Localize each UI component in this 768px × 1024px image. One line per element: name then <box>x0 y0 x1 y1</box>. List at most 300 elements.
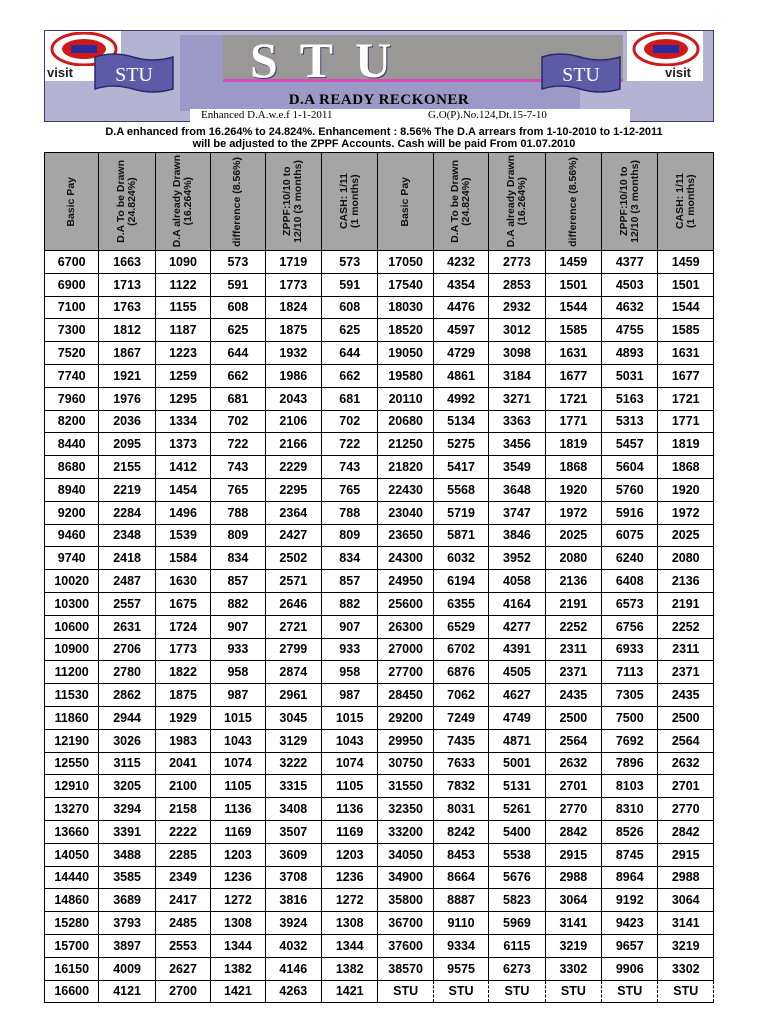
table-cell: 1663 <box>99 251 155 274</box>
table-row <box>45 889 714 912</box>
table-cell: 17540 <box>378 273 433 296</box>
table-cell: 7300 <box>45 319 99 342</box>
table-cell: 2706 <box>99 638 155 661</box>
table-cell: 2842 <box>658 820 714 843</box>
table-row <box>45 251 714 274</box>
table-row <box>45 706 714 729</box>
table-cell: 1713 <box>99 273 155 296</box>
table-cell: 1986 <box>265 364 321 387</box>
table-cell: 1272 <box>322 889 378 912</box>
table-cell: 625 <box>211 319 265 342</box>
header-banner <box>44 30 714 122</box>
table-cell: 1920 <box>545 478 601 501</box>
table-row <box>45 364 714 387</box>
table-cell: 9575 <box>433 957 488 980</box>
table-cell: 644 <box>322 342 378 365</box>
table-cell: 4992 <box>433 387 488 410</box>
table-cell: 7960 <box>45 387 99 410</box>
table-cell: 3363 <box>489 410 545 433</box>
table-cell: 2166 <box>265 433 321 456</box>
logo-right <box>627 31 703 81</box>
table-cell: 8887 <box>433 889 488 912</box>
table-cell: 1344 <box>211 934 265 957</box>
table-cell: 14860 <box>45 889 99 912</box>
column-header-label: D.A already Drawn (16.264%) <box>171 155 195 248</box>
table-cell: 2080 <box>658 547 714 570</box>
table-cell: 2988 <box>545 866 601 889</box>
table-cell: 10300 <box>45 592 99 615</box>
table-cell: 4861 <box>433 364 488 387</box>
table-cell: 809 <box>322 524 378 547</box>
table-cell: 2252 <box>545 615 601 638</box>
go-text: G.O(P).No.124,Dt.15-7-10 <box>428 109 547 121</box>
table-cell: 19050 <box>378 342 433 365</box>
table-cell: 3098 <box>489 342 545 365</box>
table-cell: 8453 <box>433 843 488 866</box>
table-cell: 28450 <box>378 684 433 707</box>
table-cell: 4729 <box>433 342 488 365</box>
table-cell: 3952 <box>489 547 545 570</box>
table-cell: 2311 <box>545 638 601 661</box>
table-row <box>45 615 714 638</box>
table-cell: 16600 <box>45 980 99 1003</box>
table-cell: 5131 <box>489 775 545 798</box>
table-row <box>45 934 714 957</box>
table-row <box>45 273 714 296</box>
table-cell: 2632 <box>658 752 714 775</box>
table-cell: 23040 <box>378 501 433 524</box>
table-cell: 4354 <box>433 273 488 296</box>
table-cell: 3115 <box>99 752 155 775</box>
table-cell: 1677 <box>545 364 601 387</box>
table-cell: 788 <box>322 501 378 524</box>
column-header <box>45 153 99 251</box>
table-cell: 743 <box>322 456 378 479</box>
table-cell: 2557 <box>99 592 155 615</box>
table-cell: 2915 <box>658 843 714 866</box>
table-cell: 34900 <box>378 866 433 889</box>
table-cell: 591 <box>211 273 265 296</box>
table-cell: 1631 <box>658 342 714 365</box>
table-cell: 7435 <box>433 729 488 752</box>
table-cell: 5916 <box>602 501 658 524</box>
table-cell: 1259 <box>155 364 210 387</box>
enhanced-text: Enhanced D.A.w.e.f 1-1-2011 <box>201 109 333 121</box>
table-cell: 1334 <box>155 410 210 433</box>
table-cell: 573 <box>211 251 265 274</box>
table-cell: 26300 <box>378 615 433 638</box>
table-cell: 5261 <box>489 798 545 821</box>
table-cell: 2155 <box>99 456 155 479</box>
table-cell: 1920 <box>658 478 714 501</box>
table-cell: 10600 <box>45 615 99 638</box>
table-cell: 19580 <box>378 364 433 387</box>
table-cell: 1875 <box>265 319 321 342</box>
table-row <box>45 501 714 524</box>
table-cell: 9192 <box>602 889 658 912</box>
table-cell: 1822 <box>155 661 210 684</box>
column-header-label: difference (8.56%) <box>231 156 244 247</box>
table-cell: 2025 <box>658 524 714 547</box>
table-cell: 8680 <box>45 456 99 479</box>
table-cell: 933 <box>322 638 378 661</box>
table-cell: 2502 <box>265 547 321 570</box>
table-cell: 3708 <box>265 866 321 889</box>
table-cell: 1459 <box>545 251 601 274</box>
table-cell: 857 <box>211 570 265 593</box>
table-cell: 7062 <box>433 684 488 707</box>
table-cell: 9200 <box>45 501 99 524</box>
table-cell: 722 <box>211 433 265 456</box>
logo-emblem-icon <box>631 32 701 66</box>
table-cell: 3488 <box>99 843 155 866</box>
table-cell: 2932 <box>489 296 545 319</box>
table-cell: 13660 <box>45 820 99 843</box>
table-cell: 1090 <box>155 251 210 274</box>
table-cell: 1105 <box>211 775 265 798</box>
table-cell: 38570 <box>378 957 433 980</box>
table-cell: 1496 <box>155 501 210 524</box>
table-cell: 4749 <box>489 706 545 729</box>
table-cell: 3205 <box>99 775 155 798</box>
table-cell: 1921 <box>99 364 155 387</box>
table-cell: 765 <box>322 478 378 501</box>
logo-text-left: visit <box>47 65 74 80</box>
table-cell: 8440 <box>45 433 99 456</box>
table-cell: 662 <box>322 364 378 387</box>
column-header <box>545 153 601 251</box>
column-header <box>211 153 265 251</box>
table-cell: 958 <box>322 661 378 684</box>
table-cell: 1824 <box>265 296 321 319</box>
table-cell: 3609 <box>265 843 321 866</box>
table-cell: 2874 <box>265 661 321 684</box>
table-cell: 24950 <box>378 570 433 593</box>
ribbon-left-label: STU <box>115 64 153 86</box>
table-cell: 6240 <box>602 547 658 570</box>
notice <box>44 126 724 150</box>
table-cell: 625 <box>322 319 378 342</box>
table-cell: 2311 <box>658 638 714 661</box>
table-cell: 1719 <box>265 251 321 274</box>
table-cell: 7740 <box>45 364 99 387</box>
table-cell: 5275 <box>433 433 488 456</box>
table-cell: 27000 <box>378 638 433 661</box>
table-cell: 16150 <box>45 957 99 980</box>
table-cell: 8103 <box>602 775 658 798</box>
table-cell: 2944 <box>99 706 155 729</box>
table-cell: 4232 <box>433 251 488 274</box>
table-cell: 6529 <box>433 615 488 638</box>
table-cell: 18520 <box>378 319 433 342</box>
table-cell: 1875 <box>155 684 210 707</box>
table-cell: 2553 <box>155 934 210 957</box>
table-cell: 1932 <box>265 342 321 365</box>
table-cell: 6115 <box>489 934 545 957</box>
table-cell: 1344 <box>322 934 378 957</box>
table-cell: 4627 <box>489 684 545 707</box>
table-cell: 1675 <box>155 592 210 615</box>
table-cell: 3129 <box>265 729 321 752</box>
table-cell: 3793 <box>99 912 155 935</box>
table-cell: 1373 <box>155 433 210 456</box>
table-cell: 5568 <box>433 478 488 501</box>
table-cell: 3294 <box>99 798 155 821</box>
table-cell: 7832 <box>433 775 488 798</box>
table-cell: 8940 <box>45 478 99 501</box>
table-cell: 10900 <box>45 638 99 661</box>
table-cell: 8031 <box>433 798 488 821</box>
table-cell: 1015 <box>211 706 265 729</box>
table-cell: 6075 <box>602 524 658 547</box>
table-cell: 1169 <box>322 820 378 843</box>
table-cell: 788 <box>211 501 265 524</box>
table-cell: 743 <box>211 456 265 479</box>
table-cell: STU <box>545 980 601 1003</box>
table-cell: 2500 <box>545 706 601 729</box>
table-cell: 1763 <box>99 296 155 319</box>
table-cell: 722 <box>322 433 378 456</box>
table-cell: STU <box>489 980 545 1003</box>
table-cell: 834 <box>211 547 265 570</box>
table-cell: 6876 <box>433 661 488 684</box>
table-cell: 7249 <box>433 706 488 729</box>
table-cell: 1308 <box>211 912 265 935</box>
column-header-label: CASH: 1/11 (1 months) <box>337 173 361 230</box>
table-cell: 5417 <box>433 456 488 479</box>
table-cell: 3315 <box>265 775 321 798</box>
table-cell: 2500 <box>658 706 714 729</box>
table-cell: 20680 <box>378 410 433 433</box>
table-cell: 2025 <box>545 524 601 547</box>
table-cell: 8200 <box>45 410 99 433</box>
table-cell: 987 <box>322 684 378 707</box>
table-cell: 1773 <box>265 273 321 296</box>
table-cell: 1812 <box>99 319 155 342</box>
table-cell: 9657 <box>602 934 658 957</box>
table-cell: 4146 <box>265 957 321 980</box>
table-cell: 3064 <box>658 889 714 912</box>
table-cell: 1236 <box>322 866 378 889</box>
table-cell: 2564 <box>545 729 601 752</box>
table-cell: 1585 <box>658 319 714 342</box>
table-cell: 907 <box>211 615 265 638</box>
table-cell: 2564 <box>658 729 714 752</box>
table-cell: 4377 <box>602 251 658 274</box>
table-row <box>45 752 714 775</box>
table-cell: 7692 <box>602 729 658 752</box>
table-cell: 3184 <box>489 364 545 387</box>
table-cell: STU <box>658 980 714 1003</box>
table-cell: 1272 <box>211 889 265 912</box>
table-cell: 6702 <box>433 638 488 661</box>
table-cell: 644 <box>211 342 265 365</box>
table-cell: 14440 <box>45 866 99 889</box>
table-cell: 4503 <box>602 273 658 296</box>
table-cell: 3012 <box>489 319 545 342</box>
table-cell: 1539 <box>155 524 210 547</box>
table-cell: 6900 <box>45 273 99 296</box>
table-cell: 2770 <box>545 798 601 821</box>
table-cell: 4164 <box>489 592 545 615</box>
table-cell: 4871 <box>489 729 545 752</box>
table-cell: 681 <box>322 387 378 410</box>
table-cell: 2136 <box>545 570 601 593</box>
table-cell: 2799 <box>265 638 321 661</box>
column-header-label: ZPPF:10/10 to 12/10 (3 months) <box>617 160 641 243</box>
table-cell: 7896 <box>602 752 658 775</box>
table-cell: 4058 <box>489 570 545 593</box>
column-header-label: Basic Pay <box>65 176 78 227</box>
table-cell: 702 <box>211 410 265 433</box>
table-cell: 2435 <box>658 684 714 707</box>
table-cell: 1382 <box>322 957 378 980</box>
table-cell: 1421 <box>322 980 378 1003</box>
table-cell: 5969 <box>489 912 545 935</box>
table-row <box>45 866 714 889</box>
table-cell: 3271 <box>489 387 545 410</box>
table-row <box>45 433 714 456</box>
da-reckoner-table <box>44 152 714 1003</box>
table-cell: 9423 <box>602 912 658 935</box>
table-cell: 2136 <box>658 570 714 593</box>
table-cell: 1308 <box>322 912 378 935</box>
table-cell: 7100 <box>45 296 99 319</box>
table-cell: 6273 <box>489 957 545 980</box>
table-cell: 1630 <box>155 570 210 593</box>
table-cell: 2427 <box>265 524 321 547</box>
table-cell: 14050 <box>45 843 99 866</box>
table-cell: 4632 <box>602 296 658 319</box>
table-cell: 1501 <box>545 273 601 296</box>
table-cell: 3408 <box>265 798 321 821</box>
table-cell: 662 <box>211 364 265 387</box>
table-cell: 2371 <box>545 661 601 684</box>
column-header <box>99 153 155 251</box>
table-cell: 2100 <box>155 775 210 798</box>
table-cell: 3064 <box>545 889 601 912</box>
table-cell: 6700 <box>45 251 99 274</box>
table-cell: 2348 <box>99 524 155 547</box>
table-cell: 9906 <box>602 957 658 980</box>
table-cell: 6355 <box>433 592 488 615</box>
table-cell: 2229 <box>265 456 321 479</box>
table-cell: 15280 <box>45 912 99 935</box>
table-cell: 1677 <box>658 364 714 387</box>
table-cell: 2485 <box>155 912 210 935</box>
table-cell: 3456 <box>489 433 545 456</box>
table-cell: 3585 <box>99 866 155 889</box>
table-cell: 11530 <box>45 684 99 707</box>
table-cell: 4277 <box>489 615 545 638</box>
table-cell: 2036 <box>99 410 155 433</box>
table-cell: STU <box>602 980 658 1003</box>
table-cell: 1721 <box>545 387 601 410</box>
table-cell: 31550 <box>378 775 433 798</box>
table-cell: 2191 <box>658 592 714 615</box>
table-cell: 5313 <box>602 410 658 433</box>
table-cell: 834 <box>322 547 378 570</box>
table-cell: 1421 <box>211 980 265 1003</box>
table-row <box>45 592 714 615</box>
table-cell: 6573 <box>602 592 658 615</box>
table-cell: 3302 <box>545 957 601 980</box>
table-cell: 2701 <box>658 775 714 798</box>
table-cell: 1203 <box>211 843 265 866</box>
table-cell: 1631 <box>545 342 601 365</box>
table-cell: 857 <box>322 570 378 593</box>
table-cell: 765 <box>211 478 265 501</box>
table-cell: 1015 <box>322 706 378 729</box>
table-cell: 20110 <box>378 387 433 410</box>
ribbon-right-label: STU <box>562 64 600 86</box>
table-cell: 1724 <box>155 615 210 638</box>
table-cell: 35800 <box>378 889 433 912</box>
table-cell: 7520 <box>45 342 99 365</box>
table-row <box>45 684 714 707</box>
table-row <box>45 638 714 661</box>
table-cell: 2988 <box>658 866 714 889</box>
table-cell: 2285 <box>155 843 210 866</box>
table-cell: 1819 <box>658 433 714 456</box>
table-cell: 17050 <box>378 251 433 274</box>
table-cell: 6032 <box>433 547 488 570</box>
table-cell: 3816 <box>265 889 321 912</box>
table-header-row <box>45 153 714 251</box>
table-row <box>45 478 714 501</box>
column-header <box>433 153 488 251</box>
table-cell: 3846 <box>489 524 545 547</box>
table-cell: 8310 <box>602 798 658 821</box>
table-cell: 24300 <box>378 547 433 570</box>
table-cell: 2219 <box>99 478 155 501</box>
table-cell: 4597 <box>433 319 488 342</box>
table-cell: 5871 <box>433 524 488 547</box>
table-cell: 36700 <box>378 912 433 935</box>
table-cell: 8964 <box>602 866 658 889</box>
column-header <box>155 153 210 251</box>
table-cell: 3222 <box>265 752 321 775</box>
table-cell: 8664 <box>433 866 488 889</box>
table-cell: 2158 <box>155 798 210 821</box>
table-cell: 907 <box>322 615 378 638</box>
table-cell: 1105 <box>322 775 378 798</box>
table-cell: 1867 <box>99 342 155 365</box>
table-cell: 1454 <box>155 478 210 501</box>
table-cell: 5031 <box>602 364 658 387</box>
table-cell: 1203 <box>322 843 378 866</box>
table-cell: 29950 <box>378 729 433 752</box>
table-cell: 32350 <box>378 798 433 821</box>
table-cell: 2862 <box>99 684 155 707</box>
table-cell: 11200 <box>45 661 99 684</box>
table-cell: 6756 <box>602 615 658 638</box>
table-cell: 29200 <box>378 706 433 729</box>
column-header <box>602 153 658 251</box>
table-cell: 8526 <box>602 820 658 843</box>
table-cell: 3045 <box>265 706 321 729</box>
table-cell: 7633 <box>433 752 488 775</box>
column-header-label: D.A already Drawn (16.264%) <box>504 155 528 248</box>
table-row <box>45 319 714 342</box>
table-cell: 5760 <box>602 478 658 501</box>
table-cell: 1136 <box>211 798 265 821</box>
table-cell: 1223 <box>155 342 210 365</box>
table-cell: 1868 <box>545 456 601 479</box>
table-row <box>45 729 714 752</box>
table-cell: 5823 <box>489 889 545 912</box>
table-cell: 2773 <box>489 251 545 274</box>
